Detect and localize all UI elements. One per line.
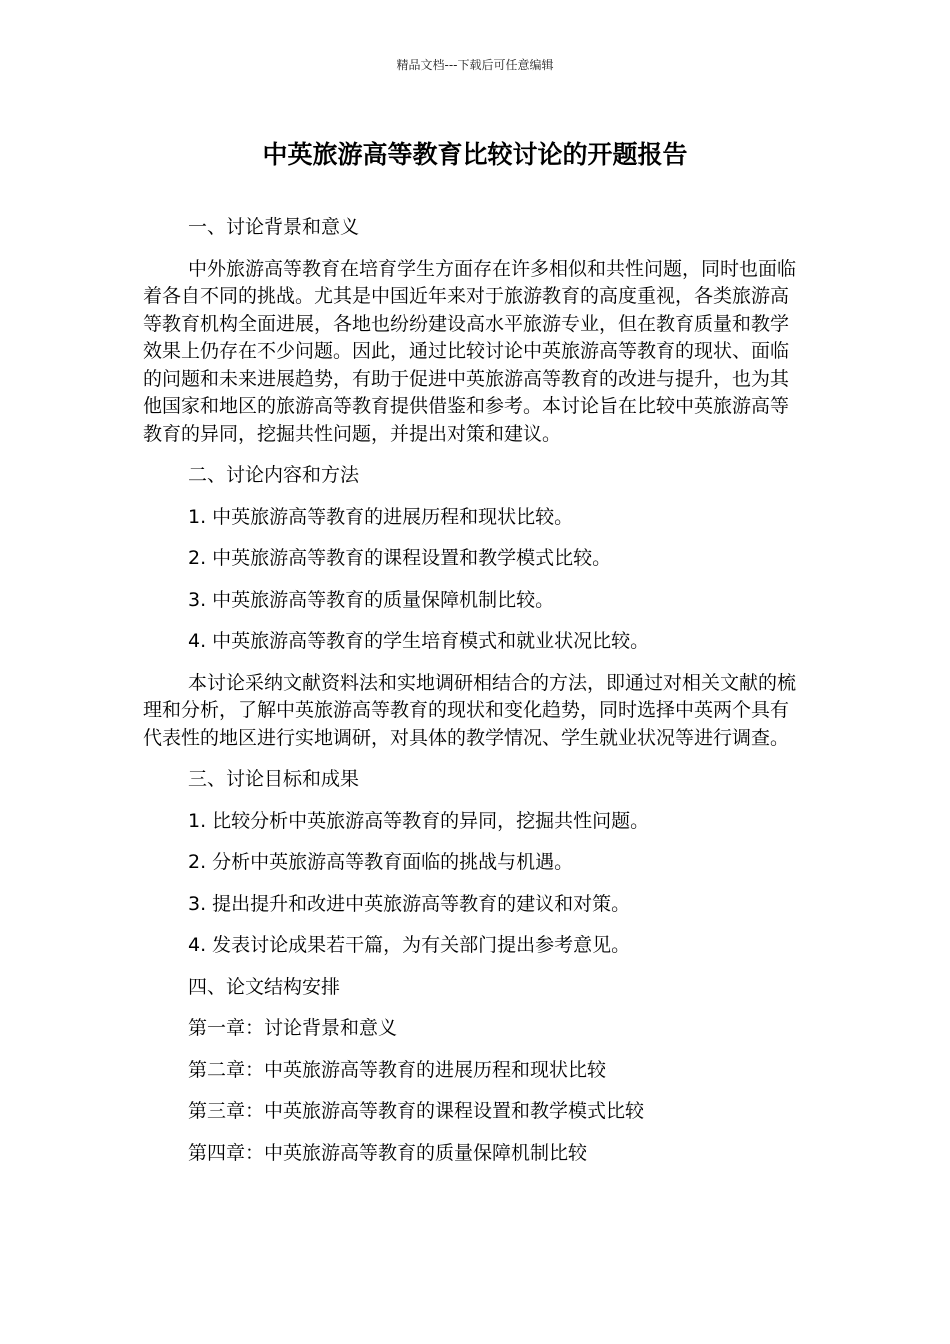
list-item: 4. 发表讨论成果若干篇，为有关部门提出参考意见。: [188, 934, 631, 956]
section-heading-structure: 四、论文结构安排: [188, 975, 341, 998]
page-header: 精品文档---下载后可任意编辑: [396, 58, 554, 72]
section-heading-background: 一、讨论背景和意义: [188, 216, 360, 238]
section-heading-content-method: 二、讨论内容和方法: [188, 464, 360, 486]
list-item: 4. 中英旅游高等教育的学生培育模式和就业状况比较。: [188, 630, 650, 652]
section-heading-goals: 三、讨论目标和成果: [188, 768, 360, 790]
document-body: [143, 214, 798, 1181]
method-paragraph: 本讨论采纳文献资料法和实地调研相结合的方法，即通过对相关文献的梳理和分析，了解中英旅游高等教育的现状和变化趋势，同时选择中英两个具有代表性的地区进行实地调研，对具体的教学情况、学生就业状况等进行调查。: [143, 671, 797, 749]
background-paragraph: 中外旅游高等教育在培育学生方面存在许多相似和共性问题，同时也面临着各自不同的挑战。尤其是中国近年来对于旅游教育的高度重视，各类旅游高等教育机构全面进展，各地也纷纷建设高水平旅游专业，但在教育质量和教学效果上仍存在不少问题。因此，通过比较讨论中英旅游高等教育的现状、面临的问题和未来进展趋势，有助于促进中英旅游高等教育的改进与提升，也为其他国家和地区的旅游高等教育提供借鉴和参考。本讨论旨在比较中英旅游高等教育的异同，挖掘共性问题，并提出对策和建议。: [143, 257, 797, 445]
list-item: 3. 提出提升和改进中英旅游高等教育的建议和对策。: [188, 892, 631, 915]
chapter-item: 第四章：中英旅游高等教育的质量保障机制比较: [188, 1141, 588, 1164]
list-item: 1. 中英旅游高等教育的进展历程和现状比较。: [188, 505, 574, 528]
list-item: 3. 中英旅游高等教育的质量保障机制比较。: [188, 588, 555, 611]
list-item: 2. 分析中英旅游高等教育面临的挑战与机遇。: [188, 851, 574, 873]
list-item: 1. 比较分析中英旅游高等教育的异同，挖掘共性问题。: [188, 809, 650, 832]
chapter-item: 第二章：中英旅游高等教育的进展历程和现状比较: [188, 1058, 607, 1081]
document-title: 中英旅游高等教育比较讨论的开题报告: [262, 140, 688, 169]
chapter-item: 第三章：中英旅游高等教育的课程设置和教学模式比较: [188, 1100, 645, 1122]
chapter-item: 第一章：讨论背景和意义: [188, 1017, 398, 1039]
list-item: 2. 中英旅游高等教育的课程设置和教学模式比较。: [188, 547, 612, 569]
